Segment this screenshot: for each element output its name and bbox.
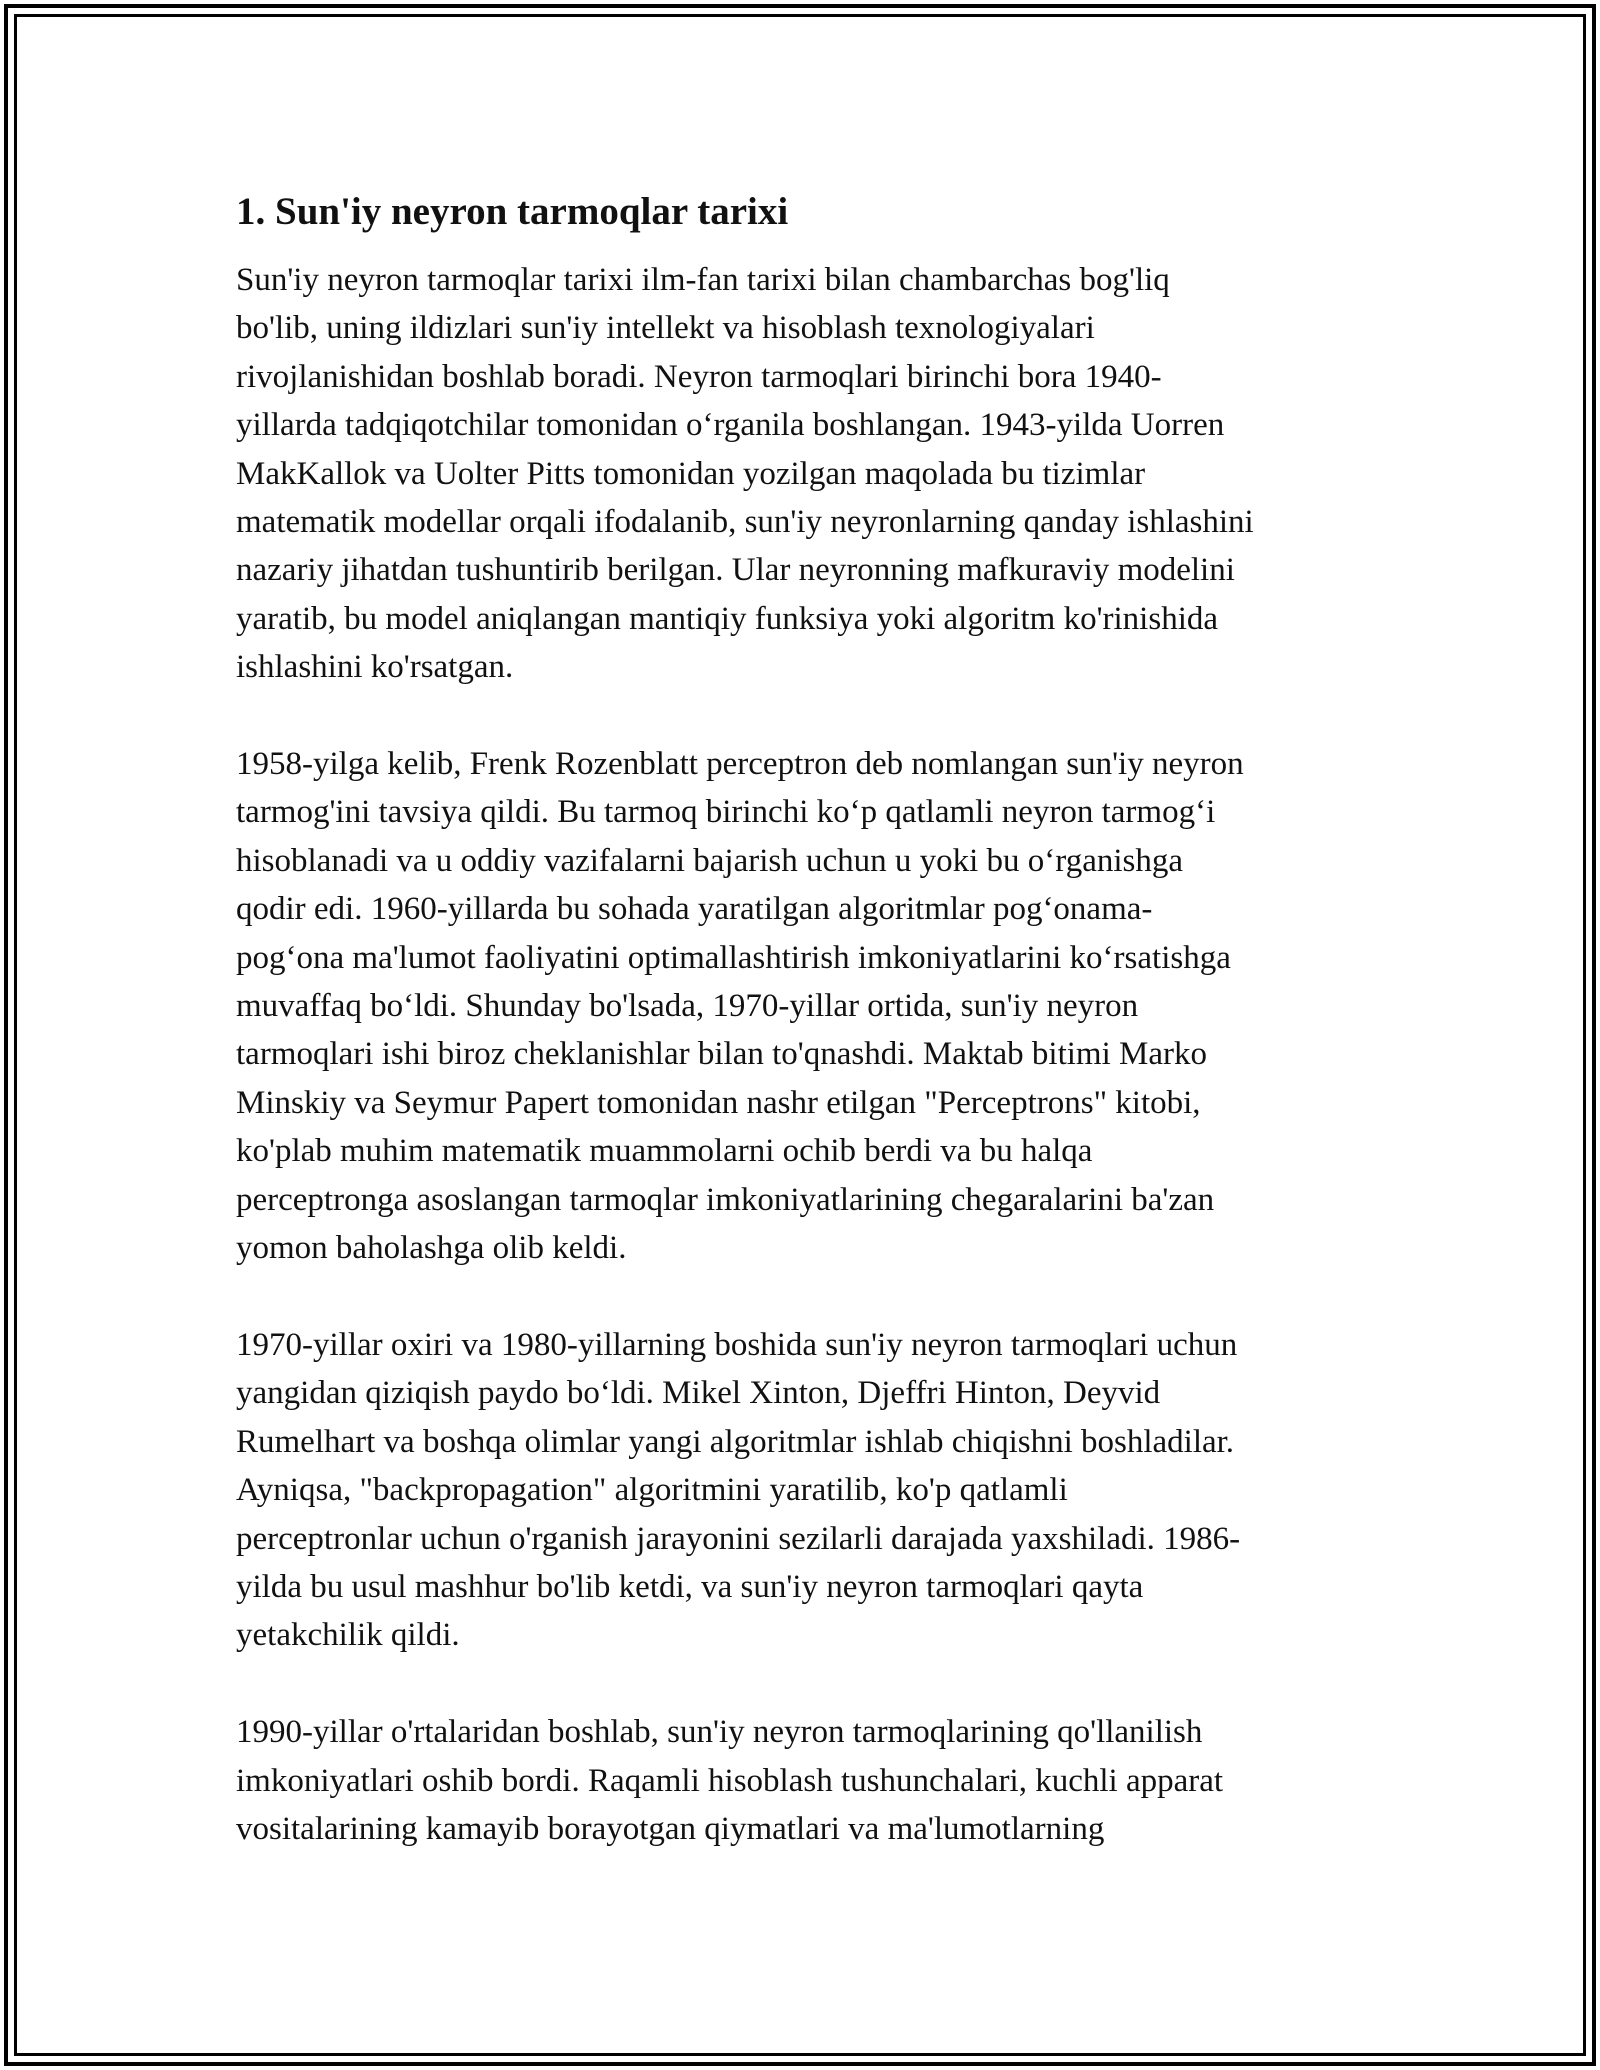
section-heading: 1. Sun'iy neyron tarmoqlar tarixi [236, 190, 789, 233]
paragraph-4: 1990-yillar o'rtalaridan boshlab, sun'iy neyron tarmoqlarining qo'llanilish imkoniyatlari oshib bordi. Raqamli hisoblash tushunchalari, kuchli apparat vositalarining kamayib borayotgan qiymatlari va ma'lumotlarning [236, 1714, 1224, 1847]
paragraph-1: Sun'iy neyron tarmoqlar tarixi ilm-fan tarixi bilan chambarchas bog'liq bo'lib, uning ildizlari sun'iy intellekt va hisoblash texnologiyalari rivojlanishidan boshlab boradi. Neyron tarmoqlari birinchi bora 1940- yillarda tadqiqotchilar tomonidan o‘rganila boshlangan. 1943-yilda Uorren MakKallok va Uolter Pitts tomonidan yozilgan maqolada bu tizimlar matematik modellar orqali ifodalanib, sun'iy neyronlarning qanday ishlashini nazariy jihatdan tushuntirib berilgan. Ular neyronning mafkuraviy modelini yaratib, bu model aniqlangan mantiqiy funksiya yoki algoritm ko'rinishida ishlashini ko'rsatgan. [236, 262, 1254, 686]
paragraph-3: 1970-yillar oxiri va 1980-yillarning boshida sun'iy neyron tarmoqlari uchun yangidan qiziqish paydo bo‘ldi. Mikel Xinton, Djeffri Hinton, Deyvid Rumelhart va boshqa olimlar yangi algoritmlar ishlab chiqishni boshladilar. Ayniqsa, "backpropagation" algoritmini yaratilib, ko'p qatlamli perceptronlar uchun o'rganish jarayonini sezilarli darajada yaxshiladi. 1986- yilda bu usul mashhur bo'lib ketdi, va sun'iy neyron tarmoqlari qayta yetakchilik qildi. [236, 1326, 1241, 1654]
document-body [236, 186, 1376, 1902]
paragraph-2: 1958-yilga kelib, Frenk Rozenblatt perceptron deb nomlangan sun'iy neyron tarmog'ini tavsiya qildi. Bu tarmoq birinchi ko‘p qatlamli neyron tarmog‘i hisoblanadi va u oddiy vazifalarni bajarish uchun u yoki bu o‘rganishga qodir edi. 1960-yillarda bu sohada yaratilgan algoritmlar pog‘onama- pog‘ona ma'lumot faoliyatini optimallashtirish imkoniyatlarini ko‘rsatishga muvaffaq bo‘ldi. Shunday bo'lsada, 1970-yillar ortida, sun'iy neyron tarmoqlari ishi biroz cheklanishlar bilan to'qnashdi. Maktab bitimi Marko Minskiy va Seymur Papert tomonidan nashr etilgan "Perceptrons" kitobi, ko'plab muhim matematik muammolarni ochib berdi va bu halqa perceptronga asoslangan tarmoqlar imkoniyatlarining chegaralarini ba'zan yomon baholashga olib keldi. [236, 746, 1244, 1267]
